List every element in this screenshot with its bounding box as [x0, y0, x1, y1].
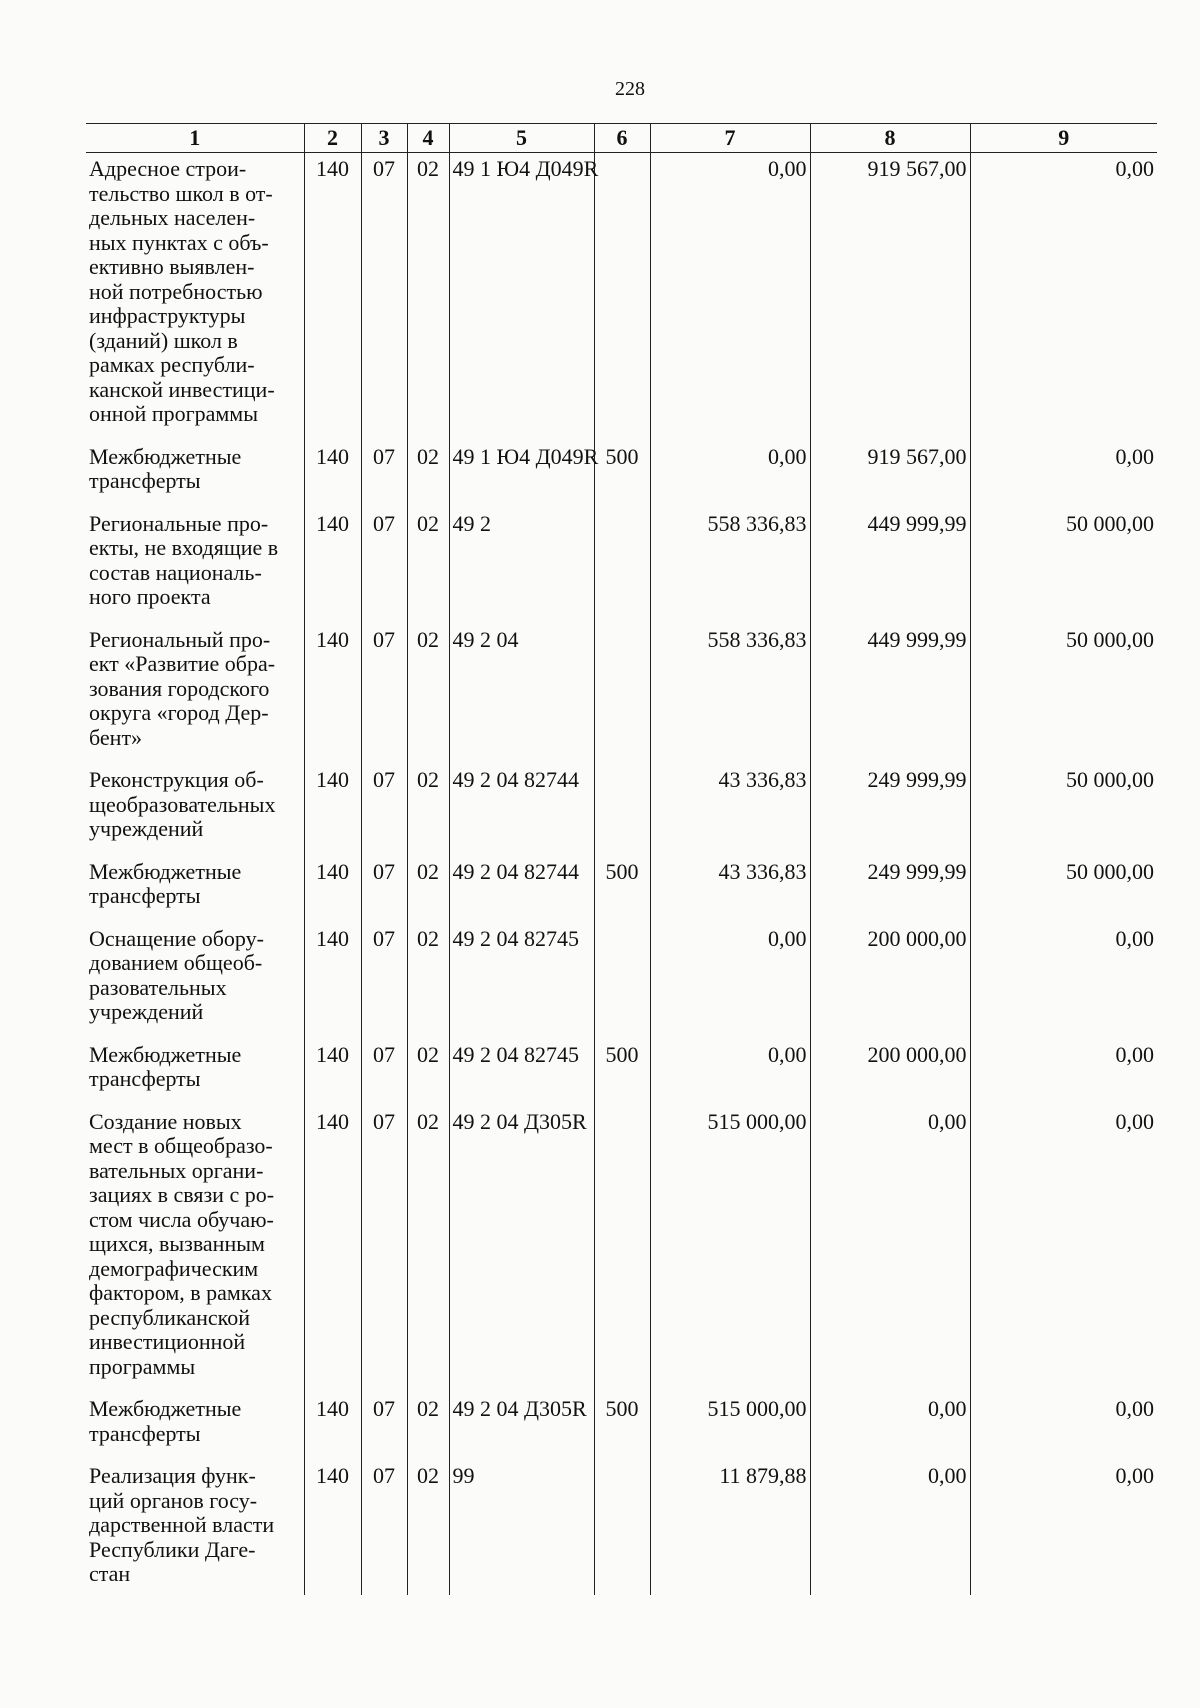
section-code-cell: 07 [361, 441, 407, 508]
row-name-cell: Межбюджетные трансферты [86, 856, 304, 923]
target-article-cell: 49 2 04 82744 [449, 764, 594, 856]
target-article-cell: 49 2 [449, 508, 594, 624]
ministry-code-cell: 140 [304, 1460, 361, 1595]
subsection-code-cell: 02 [407, 624, 449, 765]
subsection-code-cell: 02 [407, 856, 449, 923]
section-code-cell: 07 [361, 1393, 407, 1460]
amount-col8-cell: 0,00 [810, 1106, 970, 1394]
expense-type-cell [594, 764, 650, 856]
subsection-code-cell: 02 [407, 923, 449, 1039]
expense-type-cell [594, 1106, 650, 1394]
ministry-code-cell: 140 [304, 764, 361, 856]
budget-table [86, 123, 1157, 1595]
subsection-code-cell: 02 [407, 508, 449, 624]
target-article-cell: 49 2 04 82744 [449, 856, 594, 923]
ministry-code-cell: 140 [304, 153, 361, 441]
amount-col8-cell: 200 000,00 [810, 1039, 970, 1106]
amount-col9-cell: 0,00 [1115, 1396, 1154, 1421]
subsection-code-cell: 02 [407, 1039, 449, 1106]
amount-col7-cell: 558 336,83 [650, 508, 810, 624]
column-header-3: 3 [361, 124, 407, 153]
target-article-cell: 49 1 Ю4 Д049R [449, 153, 594, 441]
ministry-code-cell: 140 [304, 508, 361, 624]
ministry-code-cell: 140 [304, 923, 361, 1039]
ministry-code-cell: 140 [304, 441, 361, 508]
expense-type-cell: 500 [594, 856, 650, 923]
column-header-2: 2 [304, 124, 361, 153]
table-row [86, 1460, 1157, 1595]
expense-type-cell [594, 624, 650, 765]
row-name-cell: Создание новых мест в общеобразо- вательных органи- зациях в связи с ро- стом числа обучаю- щихся, вызванным демографическим фактором, в рамках республиканской инвестиционной программы [86, 1106, 304, 1394]
table-row [86, 1393, 1157, 1460]
amount-col8-cell: 0,00 [810, 1460, 970, 1595]
expense-type-cell [594, 1460, 650, 1595]
header-row [86, 124, 1157, 153]
table-row [86, 153, 1157, 441]
amount-col7-cell: 558 336,83 [650, 624, 810, 765]
amount-col9-cell: 0,00 [1115, 156, 1154, 181]
amount-col9-cell: 50 000,00 [1066, 767, 1154, 792]
column-header-1: 1 [86, 124, 304, 153]
subsection-code-cell: 02 [407, 1460, 449, 1595]
amount-col9-cell: 0,00 [1115, 1463, 1154, 1488]
row-name-cell: Реконструкция об- щеобразовательных учреждений [86, 764, 304, 856]
expense-type-cell: 500 [594, 441, 650, 508]
amount-col8-cell: 919 567,00 [810, 441, 970, 508]
target-article-cell: 49 1 Ю4 Д049R [449, 441, 594, 508]
target-article-cell: 49 2 04 82745 [449, 923, 594, 1039]
target-article-cell: 49 2 04 82745 [449, 1039, 594, 1106]
amount-col7-cell: 0,00 [650, 923, 810, 1039]
expense-type-cell [594, 153, 650, 441]
amount-col7-cell: 515 000,00 [650, 1106, 810, 1394]
row-name-cell: Адресное строи- тельство школ в от- дельных населен- ных пунктах с объ- ективно выявлен- ной потребностью инфраструктуры (зданий) школ в рамках республи- канской инвестици- онной программы [86, 153, 304, 441]
row-name-cell: Межбюджетные трансферты [86, 1039, 304, 1106]
row-name-cell: Оснащение обору- дованием общеоб- разовательных учреждений [86, 923, 304, 1039]
subsection-code-cell: 02 [407, 441, 449, 508]
page-number: 228 [615, 78, 645, 100]
column-header-7: 7 [650, 124, 810, 153]
ministry-code-cell: 140 [304, 1393, 361, 1460]
amount-col9-cell: 50 000,00 [1066, 510, 1154, 536]
amount-col7-cell: 515 000,00 [650, 1393, 810, 1460]
table-row [86, 624, 1157, 765]
table-body [86, 153, 1157, 1595]
amount-col8-cell: 449 999,99 [810, 508, 970, 624]
section-code-cell: 07 [361, 1106, 407, 1394]
amount-col7-cell: 0,00 [650, 1039, 810, 1106]
amount-col9-cell: 0,00 [1115, 443, 1154, 469]
amount-col9-cell: 50 000,00 [1066, 858, 1154, 884]
column-header-9: 9 [970, 124, 1157, 153]
amount-col8-cell: 200 000,00 [810, 923, 970, 1039]
table-row [86, 508, 1157, 624]
amount-col8-cell: 249 999,99 [810, 856, 970, 923]
row-name-cell: Реализация функ- ций органов госу- дарственной власти Республики Даге- стан [86, 1460, 304, 1595]
section-code-cell: 07 [361, 1460, 407, 1595]
ministry-code-cell: 140 [304, 624, 361, 765]
table-row [86, 1039, 1157, 1106]
expense-type-cell [594, 923, 650, 1039]
row-name-cell: Межбюджетные трансферты [86, 441, 304, 508]
row-name-cell: Межбюджетные трансферты [86, 1393, 304, 1460]
section-code-cell: 07 [361, 508, 407, 624]
section-code-cell: 07 [361, 856, 407, 923]
table-row [86, 856, 1157, 923]
table-row [86, 441, 1157, 508]
section-code-cell: 07 [361, 153, 407, 441]
section-code-cell: 07 [361, 624, 407, 765]
ministry-code-cell: 140 [304, 1106, 361, 1394]
ministry-code-cell: 140 [304, 856, 361, 923]
column-header-5: 5 [449, 124, 594, 153]
amount-col7-cell: 43 336,83 [650, 764, 810, 856]
ministry-code-cell: 140 [304, 1039, 361, 1106]
section-code-cell: 07 [361, 764, 407, 856]
table-row [86, 923, 1157, 1039]
amount-col9-cell: 50 000,00 [1066, 626, 1154, 652]
table-row [86, 1106, 1157, 1394]
column-header-6: 6 [594, 124, 650, 153]
section-code-cell: 07 [361, 1039, 407, 1106]
subsection-code-cell: 02 [407, 764, 449, 856]
target-article-cell: 49 2 04 Д305R [449, 1393, 594, 1460]
expense-type-cell [594, 508, 650, 624]
target-article-cell: 49 2 04 Д305R [449, 1106, 594, 1394]
subsection-code-cell: 02 [407, 1393, 449, 1460]
row-name-cell: Региональные про- екты, не входящие в состав националь- ного проекта [86, 508, 304, 624]
amount-col7-cell: 11 879,88 [650, 1460, 810, 1595]
table-row [86, 764, 1157, 856]
amount-col9-cell: 0,00 [1115, 925, 1154, 951]
amount-col7-cell: 43 336,83 [650, 856, 810, 923]
amount-col8-cell: 0,00 [810, 1393, 970, 1460]
column-header-4: 4 [407, 124, 449, 153]
expense-type-cell: 500 [594, 1039, 650, 1106]
target-article-cell: 49 2 04 [449, 624, 594, 765]
expense-type-cell: 500 [594, 1393, 650, 1460]
amount-col7-cell: 0,00 [650, 153, 810, 441]
amount-col7-cell: 0,00 [650, 441, 810, 508]
amount-col8-cell: 919 567,00 [810, 153, 970, 441]
amount-col8-cell: 449 999,99 [810, 624, 970, 765]
amount-col9-cell: 0,00 [1115, 1108, 1154, 1134]
row-name-cell: Региональный про- ект «Развитие обра- зования городского округа «город Дер- бент» [86, 624, 304, 765]
column-header-8: 8 [810, 124, 970, 153]
section-code-cell: 07 [361, 923, 407, 1039]
amount-col8-cell: 249 999,99 [810, 764, 970, 856]
subsection-code-cell: 02 [407, 1106, 449, 1394]
target-article-cell: 99 [449, 1460, 594, 1595]
amount-col9-cell: 0,00 [1115, 1041, 1154, 1067]
subsection-code-cell: 02 [407, 153, 449, 441]
